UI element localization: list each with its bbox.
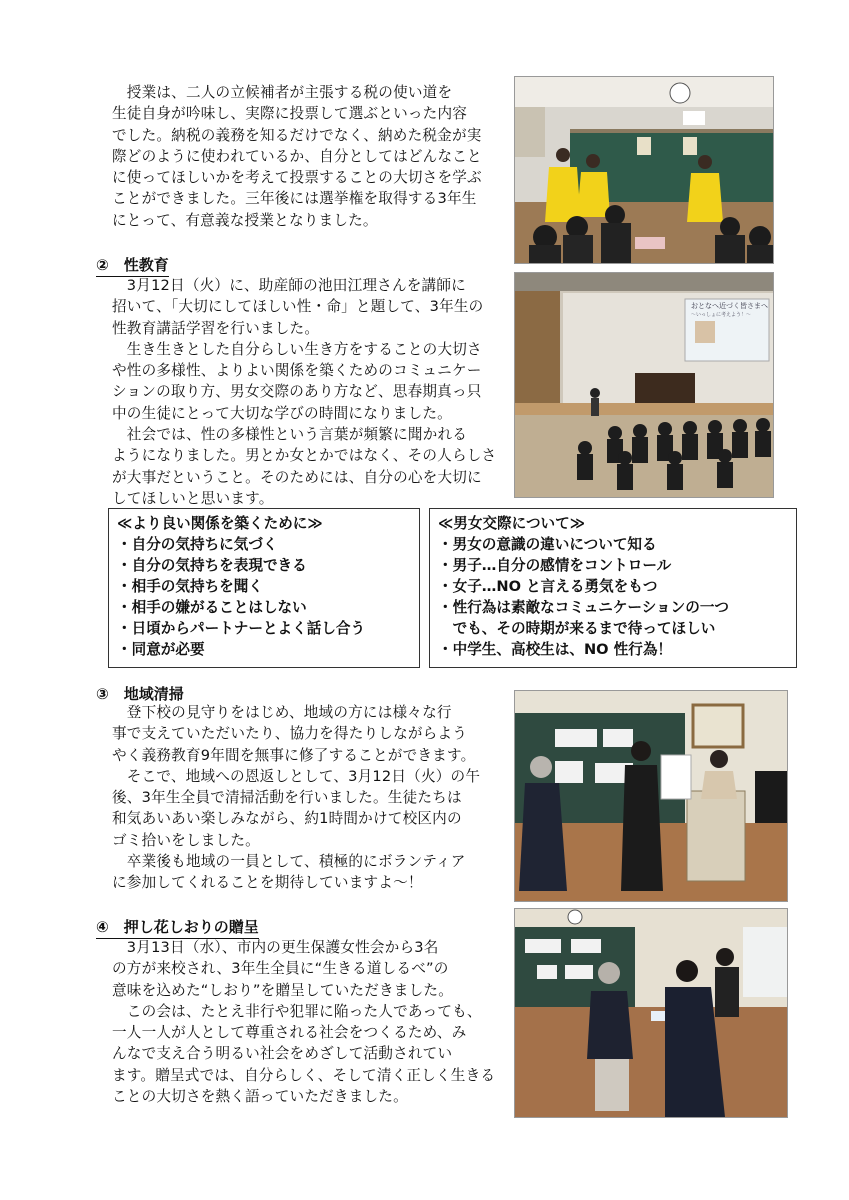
dating-tips-box bbox=[429, 508, 797, 668]
box-title: ≪男女交際について≫ bbox=[438, 515, 586, 532]
list-item: ・相手の嫌がることはしない bbox=[117, 599, 307, 616]
bookmark-presentation-photo bbox=[514, 908, 788, 1118]
text-line: ことができました。三年後には選挙権を取得する3年生 bbox=[112, 190, 477, 208]
list-item: でも、その時期が来るまで待ってほしい bbox=[438, 620, 716, 637]
text-line: 授業は、二人の立候補者が主張する税の使い道を bbox=[112, 84, 453, 101]
text-line: や性の多様性、よりよい関係を築くためのコミュニケー bbox=[112, 362, 482, 380]
election-class-illustration bbox=[515, 77, 773, 263]
text-line: にとって、有意義な授業となりました。 bbox=[112, 211, 378, 229]
list-item: ・自分の気持ちを表現できる bbox=[117, 557, 307, 574]
intro-paragraph bbox=[112, 82, 482, 231]
text-line: そこで、地域への恩返しとして、3月12日（火）の午 bbox=[112, 767, 481, 785]
text-line: 際どのように使われているか、自分としてはどんなこと bbox=[112, 147, 482, 165]
election-class-photo bbox=[514, 76, 774, 264]
list-item: ・男女の意識の違いについて知る bbox=[438, 536, 657, 553]
text-line: が大事だということ。そのためには、自分の心を大切に bbox=[112, 468, 482, 486]
slide-title: おとなへ近づく皆さまへ bbox=[691, 302, 768, 310]
text-line: 意味を込めた“しおり”を贈呈していただきました。 bbox=[112, 981, 453, 999]
text-line: に使ってほしいかを考えて投票することの大切さを学ぶ bbox=[112, 169, 482, 187]
text-line: 招いて、「大切にしてほしい性・命」と題して、3年生の bbox=[112, 298, 484, 316]
text-line: 後、3年生全員で清掃活動を行いました。生徒たちは bbox=[112, 789, 462, 807]
text-line: に参加してくれることを期待していますよ～！ bbox=[112, 874, 423, 892]
text-line: ことの大切さを熱く語っていただきました。 bbox=[112, 1088, 408, 1106]
text-line: ます。贈呈式では、自分らしく、そして清く正しく生きる bbox=[112, 1066, 496, 1084]
text-line: 登下校の見守りをはじめ、地域の方には様々な行 bbox=[112, 704, 452, 721]
text-line: 和気あいあい楽しみながら、約1時間かけて校区内の bbox=[112, 810, 462, 828]
sex-education-photo bbox=[514, 272, 774, 498]
text-line: 卒業後も地域の一員として、積極的にボランティア bbox=[112, 853, 466, 871]
section2-paragraph bbox=[112, 275, 496, 509]
list-item: ・男子…自分の感情をコントロール bbox=[438, 557, 672, 574]
list-item: ・女子…NO と言える勇気をもつ bbox=[438, 578, 658, 595]
section4-paragraph bbox=[112, 937, 495, 1107]
text-line: の方が来校され、3年生全員に“生きる道しるべ”の bbox=[112, 960, 449, 978]
text-line: この会は、たとえ非行や犯罪に陥った人であっても、 bbox=[112, 1002, 482, 1020]
text-line: 社会では、性の多様性という言葉が頻繁に聞かれる bbox=[112, 426, 468, 444]
text-line: 中の生徒にとって大切な学びの時間になりました。 bbox=[112, 404, 452, 422]
text-line: 生き生きとした自分らしい生き方をすることの大切さ bbox=[112, 340, 482, 358]
text-line: してほしいと思います。 bbox=[112, 489, 274, 507]
text-line: 3月12日（火）に、助産師の池田江理さんを講師に bbox=[112, 277, 466, 294]
list-item: ・性行為は素敵なコミュニケーションの一つ bbox=[438, 599, 730, 616]
box-title: ≪より良い関係を築くために≫ bbox=[117, 515, 323, 532]
section2-heading: ② 性教育 bbox=[96, 254, 169, 277]
slide-subtitle: ～いっしょに考えよう！～ bbox=[691, 312, 752, 318]
section3-paragraph bbox=[112, 702, 480, 894]
list-item: ・同意が必要 bbox=[117, 641, 205, 658]
text-line: 3月13日（水）、市内の更生保護女性会から3名 bbox=[112, 939, 439, 956]
text-line: でした。納税の義務を知るだけでなく、納めた税金が実 bbox=[112, 126, 482, 144]
text-line: んなで支え合う明るい社会をめざして活動されてい bbox=[112, 1045, 453, 1063]
text-line: ようになりました。男とか女とかではなく、その人らしさ bbox=[112, 447, 497, 465]
list-item: ・中学生、高校生は、NO 性行為！ bbox=[438, 641, 673, 658]
community-cleaning-photo bbox=[514, 690, 788, 902]
list-item: ・自分の気持ちに気づく bbox=[117, 536, 278, 553]
list-item: ・相手の気持ちを聞く bbox=[117, 578, 263, 595]
relationship-tips-box bbox=[108, 508, 420, 668]
text-line: 生徒自身が吟味し、実際に投票して選ぶといった内容 bbox=[112, 105, 468, 123]
text-line: 一人一人が人として尊重される社会をつくるため、み bbox=[112, 1024, 467, 1042]
text-line: やく義務教育9年間を無事に修了することができます。 bbox=[112, 746, 476, 764]
section4-heading: ④ 押し花しおりの贈呈 bbox=[96, 916, 259, 939]
classroom-ceremony-illustration bbox=[515, 691, 787, 901]
list-item: ・日頃からパートナーとよく話し合う bbox=[117, 620, 366, 637]
section3-heading: ③ 地域清掃 bbox=[96, 685, 184, 703]
presentation-illustration bbox=[515, 909, 787, 1117]
text-line: 性教育講話学習を行いました。 bbox=[112, 319, 320, 337]
text-line: 事で支えていただいたり、協力を得たりしながらよう bbox=[112, 725, 468, 743]
text-line: ションの取り方、男女交際のあり方など、思春期真っ只 bbox=[112, 383, 482, 401]
text-line: ゴミ拾いをしました。 bbox=[112, 831, 260, 849]
